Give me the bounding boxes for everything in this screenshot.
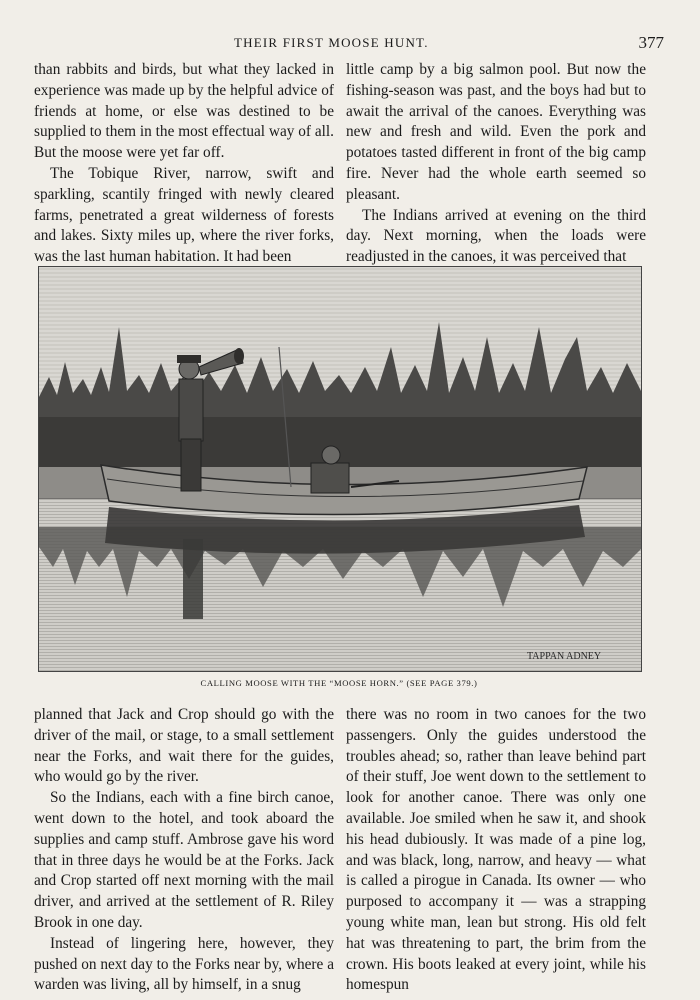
paragraph: than rabbits and birds, but what they lacked in experience was made up by the helpful advice of friends at home, or else was destined to be supplied to them in the most effectual way of all. But the moose were yet far off. <box>34 61 334 162</box>
running-title: THEIR FIRST MOOSE HUNT. <box>234 35 429 50</box>
paragraph: planned that Jack and Crop should go with the driver of the mail, or stage, to a small settlement near the Forks, and wait there for the guides, who would go by the river. <box>34 706 334 786</box>
paragraph: there was no room in two canoes for the two passengers. Only the guides understood the troubles ahead; so, rather than leave behind part of their stuff, Joe went down to the settlement to look for another canoe. There was only one available. Joe smiled when he saw it, and shook his head dubiously. It was made of a pine log, and was black, long, narrow, and heavy — what is called a pirogue in Canada. Its owner — who purposed to accompany it — was a strapping young white man, lean but strong. His old felt hat was threatening to part, the brim from the crown. His boots leaked at every joint, while his homespun <box>346 706 646 994</box>
engraving <box>39 267 641 671</box>
column-bottom-left <box>34 705 334 996</box>
illustration-caption: CALLING MOOSE WITH THE “MOOSE HORN.” (SEE PAGE 379.) <box>200 678 478 688</box>
paragraph: Instead of lingering here, however, they pushed on next day to the Forks near by, where a warden was living, all by himself, in a snug <box>34 934 334 994</box>
column-top-left <box>34 60 334 268</box>
column-top-right <box>346 60 646 268</box>
illustration-moose-calling <box>38 266 642 672</box>
paragraph: The Tobique River, narrow, swift and sparkling, scantily fringed with newly cleared farms, penetrated a great wilderness of forests and lakes. Sixty miles up, where the river forks, was the last human habitation. It had been <box>34 164 334 266</box>
column-bottom-right <box>346 705 646 996</box>
artist-signature: TAPPAN ADNEY <box>527 651 602 662</box>
running-head <box>34 33 666 53</box>
paragraph: The Indians arrived at evening on the third day. Next morning, when the loads were readjusted in the canoes, it was perceived that <box>346 206 646 266</box>
page-number: 377 <box>638 33 664 52</box>
paragraph: little camp by a big salmon pool. But now the fishing-season was past, and the boys had but to await the arrival of the canoes. Everything was new and fresh and wild. Even the pork and potatoes tasted different in front of the big camp fire. Never had the whole earth seemed so pleasant. <box>346 61 646 203</box>
paragraph: So the Indians, each with a fine birch canoe, went down to the hotel, and took aboard the supplies and camp stuff. Ambrose gave his word that in three days he would be at the Forks. Jack and Crop started off next morning with the mail driver, and arrived at the settlement of R. Riley Brook in one day. <box>34 789 334 931</box>
